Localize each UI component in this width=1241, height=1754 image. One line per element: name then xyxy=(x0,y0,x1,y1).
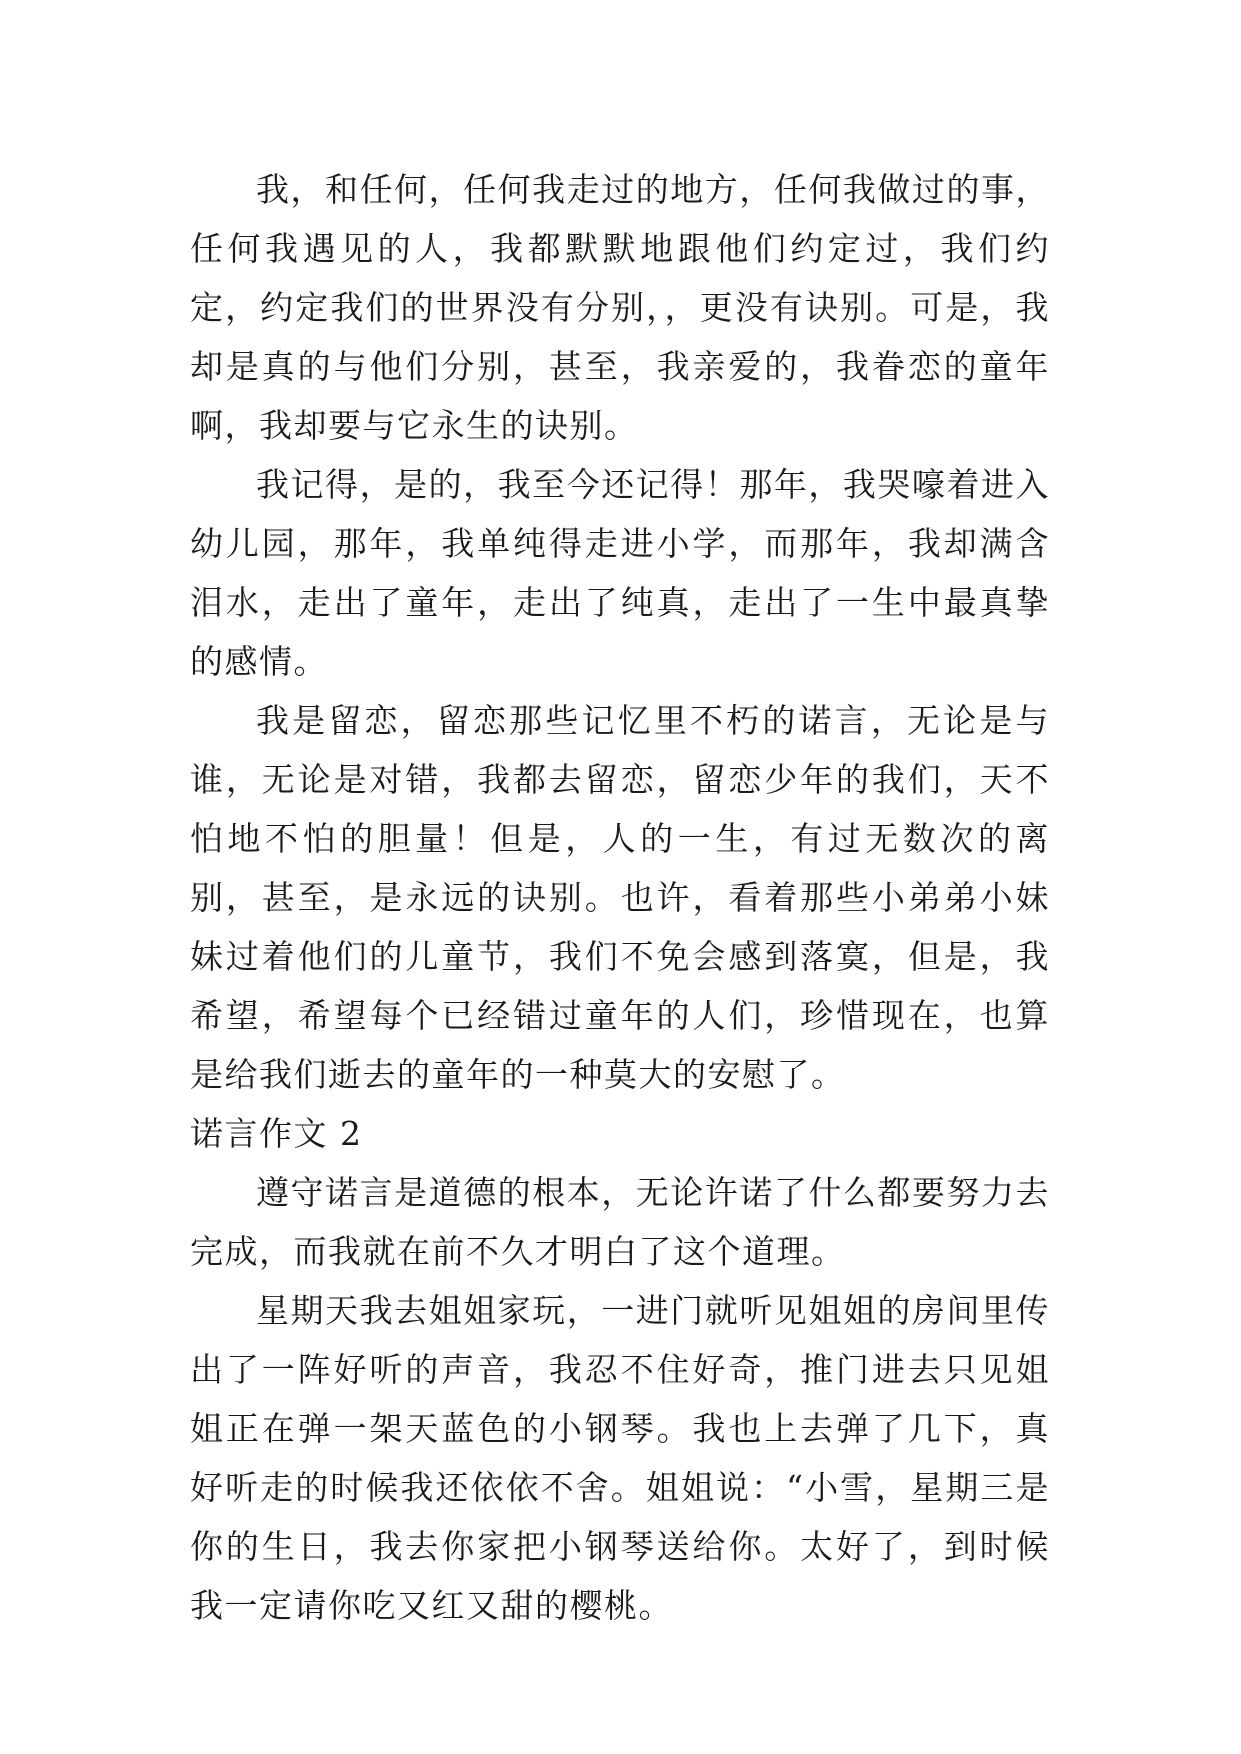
paragraph: 遵守诺言是道德的根本，无论许诺了什么都要努力去完成，而我就在前不久才明白了这个道理。 xyxy=(190,1173,1050,1271)
paragraph: 星期天我去姐姐家玩，一进门就听见姐姐的房间里传出了一阵好听的声音，我忍不住好奇，推门进去只见姐姐正在弹一架天蓝色的小钢琴。我也上去弹了几下，真好听走的时候我还依依不舍。姐姐说：“小雪，星期三是你的生日，我去你家把小钢琴送给你。太好了，到时候我一定请你吃又红又甜的樱桃。 xyxy=(190,1291,1050,1625)
document-body xyxy=(190,160,1050,1635)
paragraph: 我记得，是的，我至今还记得！那年，我哭嚎着进入幼儿园，那年，我单纯得走进小学，而那年，我却满含泪水，走出了童年，走出了纯真，走出了一生中最真挚的感情。 xyxy=(190,465,1050,681)
paragraph: 我，和任何，任何我走过的地方，任何我做过的事，任何我遇见的人，我都默默地跟他们约定过，我们约定，约定我们的世界没有分别，，更没有诀别。可是，我却是真的与他们分别，甚至，我亲爱的，我眷恋的童年啊，我却要与它永生的诀别。 xyxy=(190,170,1050,445)
section-heading: 诺言作文 2 xyxy=(190,1114,363,1153)
paragraph: 我是留恋，留恋那些记忆里不朽的诺言，无论是与谁，无论是对错，我都去留恋，留恋少年的我们，天不怕地不怕的胆量！但是，人的一生，有过无数次的离别，甚至，是永远的诀别。也许，看着那些小弟弟小妹妹过着他们的儿童节，我们不免会感到落寞，但是，我希望，希望每个已经错过童年的人们，珍惜现在，也算是给我们逝去的童年的一种莫大的安慰了。 xyxy=(190,701,1050,1094)
